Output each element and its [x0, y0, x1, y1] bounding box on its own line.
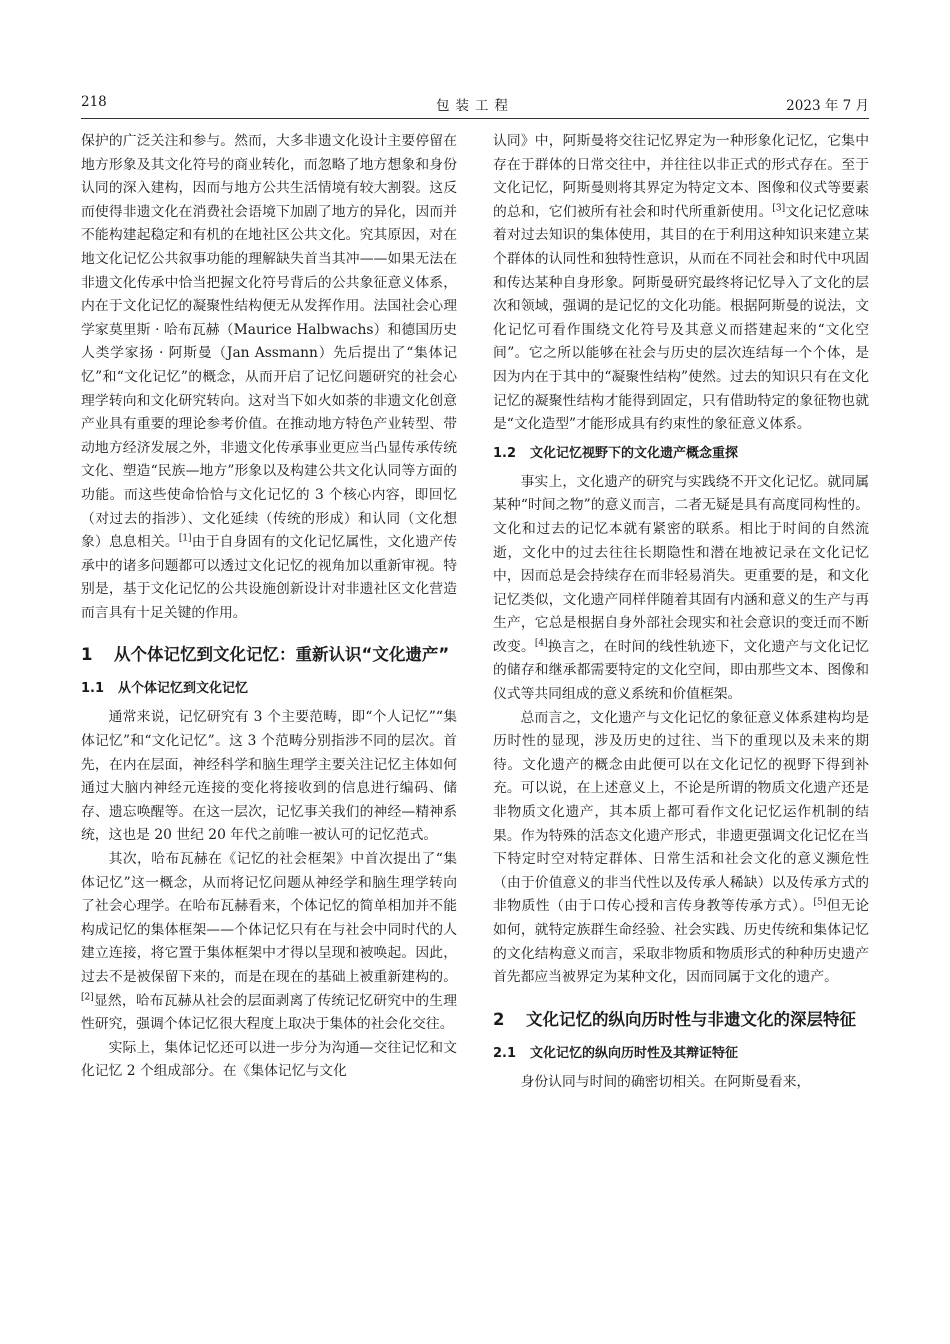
intro-paragraph: 保护的广泛关注和参与。然而，大多非遗文化设计主要停留在地方形象及其文化符号的商业转化，而忽略了地方想象和身份认同的深入建构，因而与地方公共生活情境有较大割裂。这反而使得非遗文化在消费社会语境下加剧了地方的异化，因而并不能构建起稳定和有机的在地社区公共文化。究其原因，对在地文化记忆公共叙事功能的理解缺失首当其冲——如果无法在非遗文化传承中恰当把握文化符号背后的公共象征意义体系，内在于文化记忆的凝聚性结构便无从发挥作用。法国社会心理学家莫里斯 · 哈布瓦赫（Maurice Halbwachs）和德国历史人类学家扬 · 阿斯曼（Jan Assmann）先后提出了“集体记忆”和“文化记忆”的概念，从而开启了记忆问题研究的社会心理学转向和文化研究转向。这对当下如火如荼的非遗文化创意产业具有重要的理论参考价值。在推动地方特色产业转型、带动地方经济发展之外，非遗文化传承事业更应当凸显传承传统文化、塑造“民族—地方”形象以及构建公共文化认同等方面的功能。而这些使命恰恰与文化记忆的 3 个核心内容，即回忆（对过去的指涉）、文化延续（传统的形成）和认同（文化想象）息息相关。[1]由于自身固有的文化记忆属性，文化遗产传承中的诸多问题都可以透过文化记忆的视角加以重新审视。特别是，基于文化记忆的公共设施创新设计对非遗社区文化营造而言具有十足关键的作用。: [81, 133, 458, 621]
body-paragraph: 实际上，集体记忆还可以进一步分为沟通—交往记忆和文化记忆 2 个组成部分。在《集体记忆与文化: [81, 1039, 457, 1080]
issue-date: 2023 年 7 月: [786, 98, 869, 114]
running-header: [81, 94, 869, 116]
subsection-2-1-heading: 2.1 文化记忆的纵向历时性及其辩证特征: [493, 1045, 739, 1061]
left-column: [81, 130, 457, 1084]
citation-4: [4]: [534, 638, 548, 649]
body-paragraph: 认同》中，阿斯曼将交往记忆界定为一种形象化记忆，它集中存在于群体的日常交往中，并往往以非正式的形式存在。至于文化记忆，阿斯曼则将其界定为特定文本、图像和仪式等要素的总和，它们被所有社会和时代所重新使用。[3]文化记忆意味着对过去知识的集体使用，其目的在于利用这种知识来建立某个群体的认同性和独特性意识，从而在不同社会和时代中巩固和传达某种自身形象。阿斯曼研究最终将记忆导入了文化的层次和领域，强调的是记忆的文化功能。根据阿斯曼的说法，文化记忆可看作围绕文化符号及其意义而搭建起来的“文化空间”。它之所以能够在社会与历史的层次连结每一个个体，是因为内在于其中的“凝聚性结构”使然。过去的知识只有在文化记忆的凝聚性结构才能得到固定，只有借助特定的象征物也就是“文化造型”才能形成具有约束性的象征意义体系。: [493, 133, 869, 433]
citation-5: [5]: [813, 897, 827, 908]
section-2-heading: 2 文化记忆的纵向历时性与非遗文化的深层特征: [493, 1009, 856, 1029]
citation-2: [2]: [81, 992, 94, 1002]
body-paragraph: 身份认同与时间的确密切相关。在阿斯曼看来，: [520, 1073, 811, 1090]
subsection-1-1-heading: 1.1 从个体记忆到文化记忆: [81, 681, 249, 697]
page-number: 218: [81, 94, 107, 110]
body-paragraph: 通常来说，记忆研究有 3 个主要范畴，即“个人记忆”“集体记忆”和“文化记忆”。这 3 个范畴分别指涉不同的层次。首先，在内在层面，神经科学和脑生理学主要关注记忆主体如何通过大脑内神经元连接的变化将接收到的信息进行编码、储存、遗忘唤醒等。在这一层次，记忆事关我们的神经—精神系统，这也是 20 世纪 20 年代之前唯一被认可的记忆范式。: [81, 709, 457, 844]
citation-3: [3]: [772, 203, 786, 214]
body-paragraph: 总而言之，文化遗产与文化记忆的象征意义体系建构均是历时性的显现，涉及历史的过往、当下的重现以及未来的期待。文化遗产的概念由此便可以在文化记忆的视野下得到补充。可以说，在上述意义上，不论是所谓的物质文化遗产还是非物质文化遗产，其本质上都可看作文化记忆运作机制的结果。作为特殊的活态文化遗产形式，非遗更强调文化记忆在当下特定时空对特定群体、日常生活和社会文化的意义濒危性（由于价值意义的非当代性以及传承人稀缺）以及传承方式的非物质性（由于口传心授和言传身教等传承方式）。[5]但无论如何，就特定族群生命经验、社会实践、历史传统和集体记忆的文化结构意义而言，采取非物质和物质形式的种种历史遗产首先都应当被界定为某种文化，因而同属于文化的遗产。: [493, 709, 869, 986]
subsection-1-2-heading: 1.2 文化记忆视野下的文化遗产概念重探: [493, 445, 739, 461]
journal-name: 包装工程: [436, 98, 514, 114]
right-column: [493, 130, 869, 1094]
body-paragraph: 其次，哈布瓦赫在《记忆的社会框架》中首次提出了“集体记忆”这一概念，从而将记忆问题从神经学和脑生理学转向了社会心理学。在哈布瓦赫看来，个体记忆的简单相加并不能构成记忆的集体框架——个体记忆只有在与社会中同时代的人建立连接，将它置于集体框架中才得以呈现和被唤起。因此，过去不是被保留下来的，而是在现在的基础上被重新建构的。[2]显然，哈布瓦赫从社会的层面剥离了传统记忆研究中的生理性研究，强调个体记忆很大程度上取决于集体的社会化交往。: [81, 851, 457, 1033]
section-1-heading: 1 从个体记忆到文化记忆：重新认识“文化遗产”: [81, 645, 450, 665]
header-rule: [81, 118, 869, 119]
body-paragraph: 事实上，文化遗产的研究与实践绕不开文化记忆。就同属某种“时间之物”的意义而言，二者无疑是具有高度同构性的。文化和过去的记忆本就有紧密的联系。相比于时间的自然流逝，文化中的过去往往长期隐性和潜在地被记录在文化记忆中，因而总是会持续存在而非轻易消失。更重要的是，和文化记忆类似，文化遗产同样伴随着其固有内涵和意义的生产与再生产，它总是根据自身外部社会现实和社会意识的变迁而不断改变。[4]换言之，在时间的线性轨迹下，文化遗产与文化记忆的储存和继承都需要特定的文化空间，即由那些文本、图像和仪式等共同组成的意义系统和价值框架。: [493, 473, 870, 703]
citation-1: [1]: [178, 533, 192, 544]
